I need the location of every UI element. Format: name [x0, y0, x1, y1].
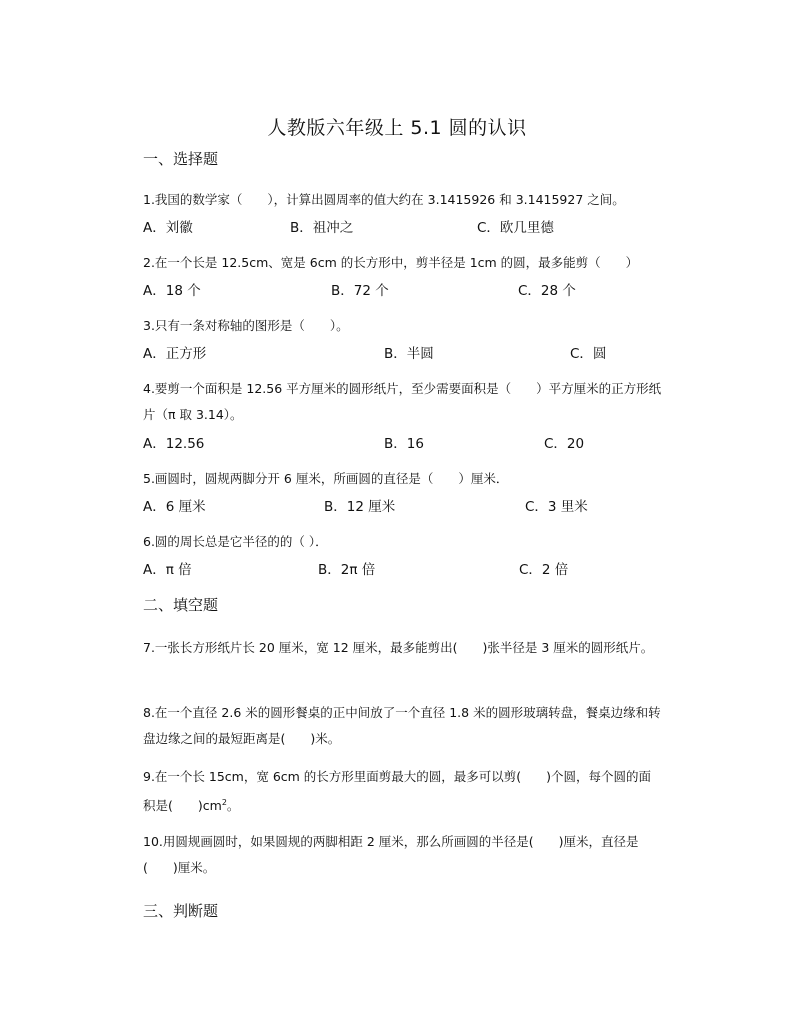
question-6-option-b[interactable]: B．2π 倍	[318, 562, 376, 578]
question-5-option-a[interactable]: A．6 厘米	[143, 499, 206, 515]
question-1-option-b[interactable]: B．祖冲之	[290, 220, 354, 236]
question-5-option-b[interactable]: B．12 厘米	[324, 499, 396, 515]
question-2-option-b[interactable]: B．72 个	[331, 283, 389, 299]
question-2: 2.在一个长是 12.5cm、宽是 6cm 的长方形中，剪半径是 1cm 的圆，最多能剪（ ）	[143, 255, 639, 270]
question-6-option-a[interactable]: A．π 倍	[143, 562, 192, 578]
question-6-option-c[interactable]: C．2 倍	[519, 562, 569, 578]
question-1-option-c[interactable]: C．欧几里德	[477, 220, 554, 236]
question-10: 10.用圆规画圆时，如果圆规的两脚相距 2 厘米，那么所画圆的半径是( )厘米，直径是( )厘米。	[143, 834, 639, 875]
page-title: 人教版六年级上 5.1 圆的认识	[267, 117, 527, 139]
question-5-option-c[interactable]: C．3 里米	[525, 499, 588, 515]
question-4-option-a[interactable]: A．12.56	[143, 436, 205, 452]
section-heading-judge: 三、判断题	[143, 902, 219, 920]
question-3-option-b[interactable]: B．半圆	[384, 346, 434, 362]
question-5: 5.画圆时，圆规两脚分开 6 厘米，所画圆的直径是（ ）厘米．	[143, 471, 509, 486]
question-9	[143, 764, 663, 819]
question-2-option-c[interactable]: C．28 个	[518, 283, 576, 299]
question-3-option-c[interactable]: C．圆	[570, 346, 607, 362]
question-4-option-c[interactable]: C．20	[544, 436, 585, 452]
section-heading-choice: 一、选择题	[143, 150, 219, 168]
question-9-superscript: 2	[221, 798, 227, 807]
question-2-option-a[interactable]: A．18 个	[143, 283, 201, 299]
question-1: 1.我国的数学家（ ），计算出圆周率的值大约在 3.1415926 和 3.1415927 之间。	[143, 192, 625, 207]
question-4-option-b[interactable]: B．16	[384, 436, 424, 452]
question-4: 4.要剪一个面积是 12.56 平方厘米的圆形纸片，至少需要面积是（ ）平方厘米的正方形纸片（π 取 3.14）。	[143, 381, 662, 422]
question-9-text: 9.在一个长 15cm，宽 6cm 的长方形里面剪最大的圆，最多可以剪( )个圆，每个圆的面积是( )cm	[143, 769, 652, 814]
question-6: 6.圆的周长总是它半径的的（ ）．	[143, 534, 328, 549]
question-1-option-a[interactable]: A．刘徽	[143, 220, 193, 236]
question-3-option-a[interactable]: A．正方形	[143, 346, 207, 362]
question-9-text-end: 。	[226, 798, 240, 814]
question-7: 7.一张长方形纸片长 20 厘米，宽 12 厘米，最多能剪出( )张半径是 3 厘米的圆形纸片。	[143, 640, 654, 655]
question-8: 8.在一个直径 2.6 米的圆形餐桌的正中间放了一个直径 1.8 米的圆形玻璃转盘，餐桌边缘和转盘边缘之间的最短距离是( )米。	[143, 705, 661, 746]
question-3: 3.只有一条对称轴的图形是（ ）。	[143, 318, 349, 333]
section-heading-fill: 二、填空题	[143, 596, 219, 614]
